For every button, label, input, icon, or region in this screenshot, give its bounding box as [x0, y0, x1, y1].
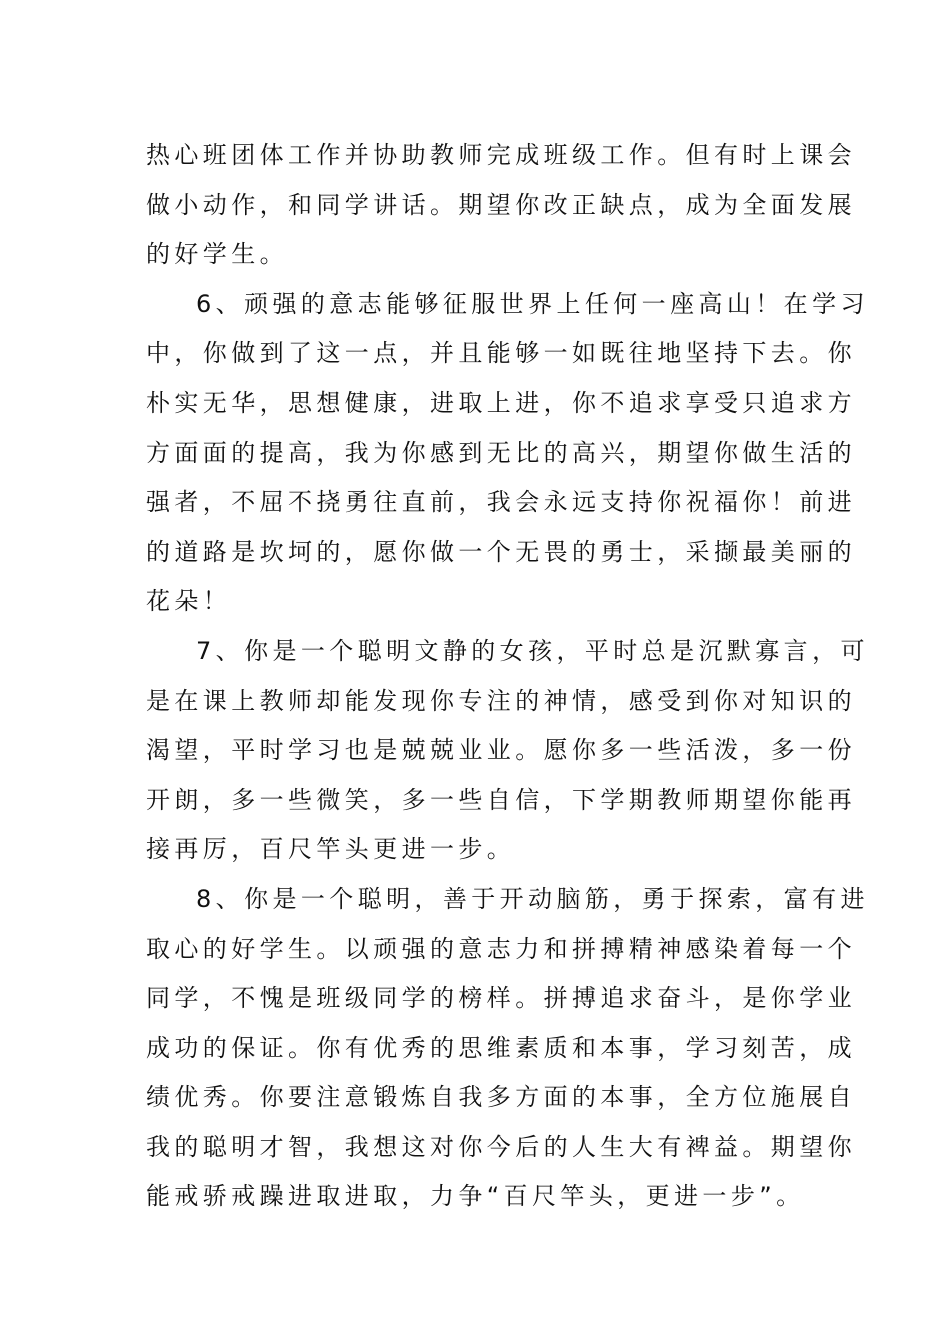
text-line: 朴实无华，思想健康，进取上进，你不追求享受只追求方 [146, 388, 856, 417]
text-line: 花朵！ [146, 587, 232, 616]
text-line: 成功的保证。你有优秀的思维素质和本事，学习刻苦，成 [146, 1033, 856, 1062]
paragraph-6 [146, 280, 869, 627]
paragraph-5-continued [146, 131, 856, 280]
text-line: 6、顽强的意志能够征服世界上任何一座高山！在学习 [196, 289, 869, 318]
text-line: 强者，不屈不挠勇往直前，我会永远支持你祝福你！前进 [146, 488, 856, 517]
document-body [146, 131, 869, 1222]
text-line: 7、你是一个聪明文静的女孩，平时总是沉默寡言，可 [196, 636, 869, 665]
text-line: 绩优秀。你要注意锻炼自我多方面的本事，全方位施展自 [146, 1083, 856, 1112]
text-line: 的好学生。 [146, 240, 288, 269]
text-line: 8、你是一个聪明，善于开动脑筋，勇于探索，富有进 [196, 884, 869, 913]
text-line: 中，你做到了这一点，并且能够一如既往地坚持下去。你 [146, 339, 856, 368]
text-line: 我的聪明才智，我想这对你今后的人生大有裨益。期望你 [146, 1132, 856, 1161]
text-line: 渴望，平时学习也是兢兢业业。愿你多一些活泼，多一份 [146, 736, 856, 765]
text-line: 同学，不愧是班级同学的榜样。拼搏追求奋斗，是你学业 [146, 984, 856, 1013]
text-line: 方面面的提高，我为你感到无比的高兴，期望你做生活的 [146, 438, 856, 467]
text-line: 的道路是坎坷的，愿你做一个无畏的勇士，采撷最美丽的 [146, 537, 856, 566]
text-line: 取心的好学生。以顽强的意志力和拼搏精神感染着每一个 [146, 934, 856, 963]
paragraph-8 [146, 875, 869, 1222]
text-line: 是在课上教师却能发现你专注的神情，感受到你对知识的 [146, 686, 856, 715]
text-line: 做小动作，和同学讲话。期望你改正缺点，成为全面发展 [146, 190, 856, 219]
text-line: 能戒骄戒躁进取进取，力争“百尺竿头，更进一步”。 [146, 1182, 805, 1211]
text-line: 接再厉，百尺竿头更进一步。 [146, 835, 516, 864]
text-line: 开朗，多一些微笑，多一些自信，下学期教师期望你能再 [146, 785, 856, 814]
paragraph-7 [146, 627, 869, 875]
text-line: 热心班团体工作并协助教师完成班级工作。但有时上课会 [146, 141, 856, 169]
